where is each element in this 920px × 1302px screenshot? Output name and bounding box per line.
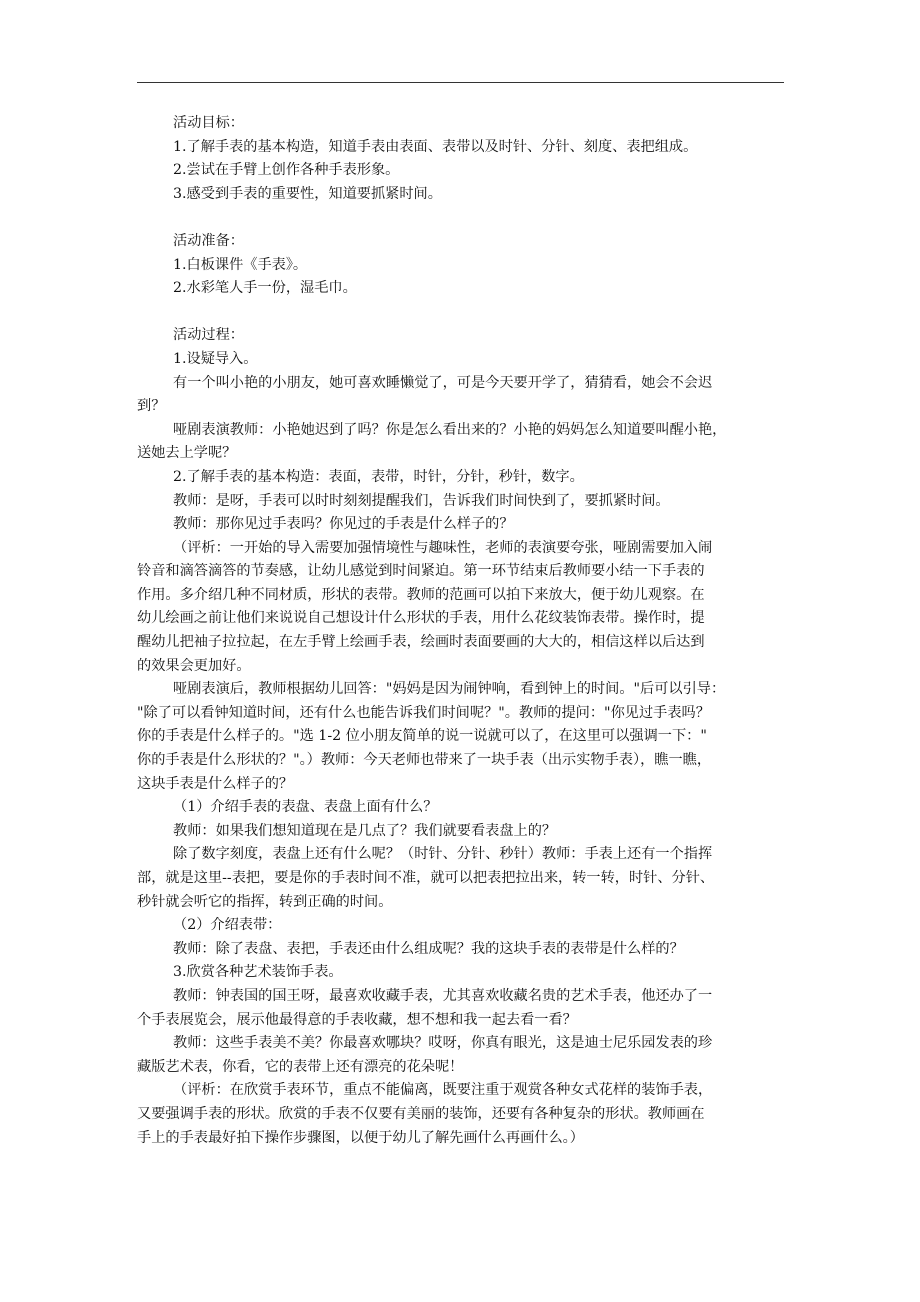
text-line: 教师：那你见过手表吗？你见过的手表是什么样子的？ [173,516,514,533]
text-line: 你的手表是什么样子的。"选 1-2 位小朋友简单的说一说就可以了，在这里可以强调一下：" [137,728,707,745]
text-line: 秒针就会听它的指挥，转到正确的时间。 [137,893,393,910]
text-line: （1）介绍手表的表盘、表盘上面有什么？ [173,799,438,816]
text-line: 教师：除了表盘、表把，手表还由什么组成呢？我的这块手表的表带是什么样的？ [173,940,684,957]
text-line: 送她去上学呢？ [137,445,237,462]
header-rule [137,82,784,83]
text-line: 的效果会更加好。 [137,657,251,674]
text-line: （2）介绍表带： [173,917,282,934]
text-line: （评析：一开始的导入需要加强情境性与趣味性，老师的表演要夸张，哑剧需要加入闹 [173,539,713,556]
document-body [137,112,793,1150]
text-line: 哑剧表演教师：小艳她迟到了吗？你是怎么看出来的？小艳的妈妈怎么知道要叫醒小艳， [173,421,727,438]
text-line: 哑剧表演后，教师根据幼儿回答："妈妈是因为闹钟响，看到钟上的时间。"后可以引导： [173,681,726,698]
text-line: 个手表展览会，展示他最得意的手表收藏，想不想和我一起去看一看？ [137,1011,577,1028]
text-line: 藏版艺术表，你看，它的表带上还有漂亮的花朵呢！ [137,1058,464,1075]
text-line: "除了可以看钟知道时间，还有什么也能告诉我们时间呢？"。教师的提问："你见过手表吗？ [137,704,710,721]
text-line: 有一个叫小艳的小朋友，她可喜欢睡懒觉了，可是今天要开学了，猜猜看，她会不会迟 [173,374,713,391]
text-line: 又要强调手表的形状。欣赏的手表不仅要有美丽的装饰，还要有各种复杂的形状。教师画在 [137,1105,705,1122]
text-line: （评析：在欣赏手表环节，重点不能偏离，既要注重于观赏各种女式花样的装饰手表， [173,1082,713,1099]
text-line: 3.感受到手表的重要性，知道要抓紧时间。 [173,185,442,202]
text-line: 2.尝试在手臂上创作各种手表形象。 [173,162,400,179]
text-line: 2.水彩笔人手一份，湿毛巾。 [173,280,357,297]
text-line: 作用。多介绍几种不同材质，形状的表带。教师的范画可以拍下来放大，便于幼儿观察。在 [137,586,705,603]
text-line: 你的手表是什么形状的？"。）教师：今天老师也带来了一块手表（出示实物手表），瞧一瞧， [137,752,712,769]
text-line: 1.了解手表的基本构造，知道手表由表面、表带以及时针、分针、刻度、表把组成。 [173,138,698,155]
text-line: 部，就是这里--表把，要是你的手表时间不准，就可以把表把拉出来，转一转，时针、分针、 [137,870,715,886]
text-line: 教师：钟表国的国王呀，最喜欢收藏手表，尤其喜欢收藏名贵的艺术手表，他还办了一 [173,987,713,1004]
text-line: 活动目标： [173,115,244,131]
text-line: 1.白板课件《手表》。 [173,256,308,273]
text-line: 醒幼儿把袖子拉拉起，在左手臂上绘画手表，绘画时表面要画的大大的，相信这样以后达到 [137,634,705,651]
text-line: 教师：是呀，手表可以时时刻刻提醒我们，告诉我们时间快到了，要抓紧时间。 [173,492,670,509]
text-line: 这块手表是什么样子的？ [137,775,294,792]
text-line: 教师：这些手表美不美？你最喜欢哪块？哎呀，你真有眼光，这是迪士尼乐园发表的珍 [173,1035,713,1052]
text-line: 幼儿绘画之前让他们来说说自己想设计什么形状的手表，用什么花纹装饰表带。操作时，提 [137,610,705,627]
text-line: 活动准备： [173,232,244,249]
text-line: 活动过程： [173,327,244,344]
text-line: 1.设疑导入。 [173,350,258,367]
text-line: 除了数字刻度，表盘上还有什么呢？（时针、分针、秒针）教师：手表上还有一个指挥 [173,846,713,863]
text-line: 手上的手表最好拍下操作步骤图，以便于幼儿了解先画什么再画什么。） [137,1129,584,1146]
text-line: 铃音和滴答滴答的节奏感，让幼儿感觉到时间紧迫。第一环节结束后教师要小结一下手表的 [137,563,705,580]
text-line: 教师：如果我们想知道现在是几点了？我们就要看表盘上的？ [173,822,557,839]
text-line: 到？ [137,398,166,415]
text-line: 2.了解手表的基本构造：表面，表带，时针，分针，秒针，数字。 [173,468,584,485]
text-line: 3.欣赏各种艺术装饰手表。 [173,964,343,981]
